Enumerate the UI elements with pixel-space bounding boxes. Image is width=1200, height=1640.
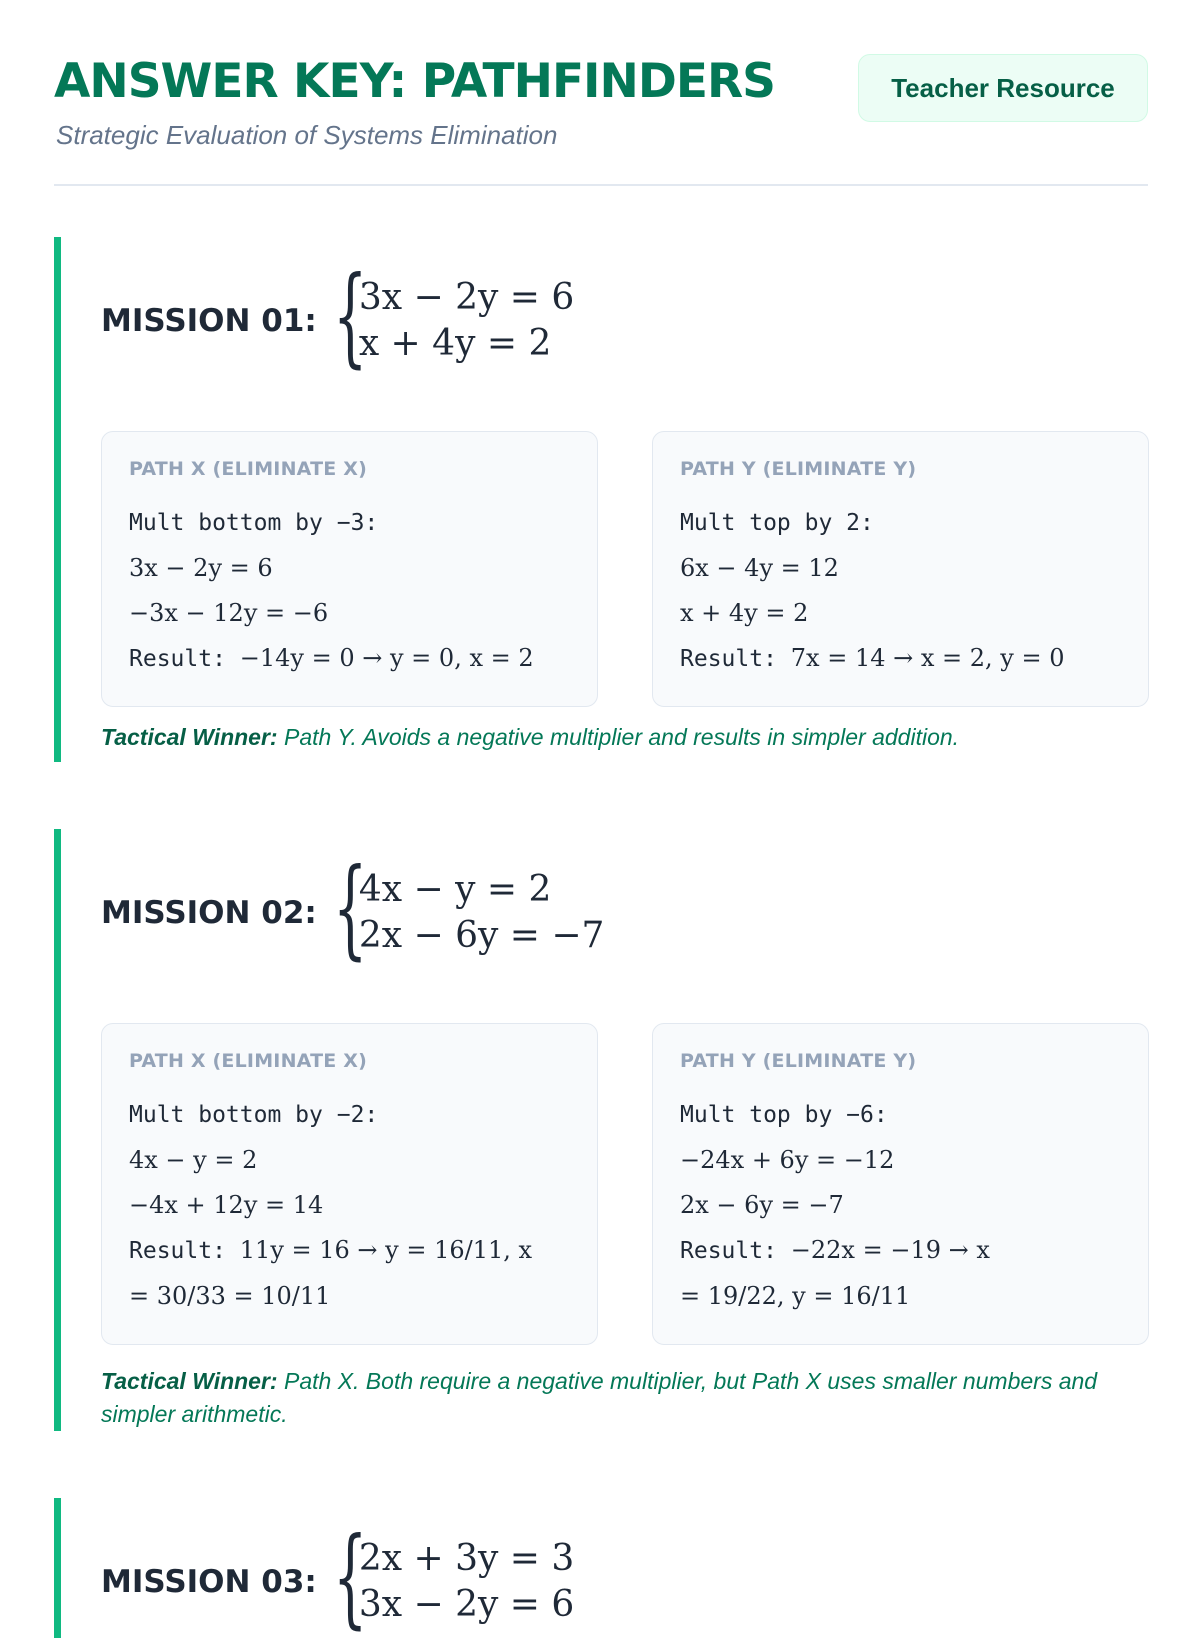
path-y-line-2: x + 4y = 2 [680,599,809,627]
path-y-title: PATH Y (ELIMINATE Y) [680,1050,917,1072]
equation-top: 3x − 2y = 6 [358,277,575,318]
equation-bottom: 2x − 6y = −7 [358,915,605,956]
mission-header [101,254,575,379]
result-label: Result: [129,646,240,672]
left-brace: { [332,1515,368,1640]
path-x-result-cont: = 30/33 = 10/11 [129,1282,331,1310]
equation-bottom: x + 4y = 2 [358,323,552,364]
mission-label: MISSION 01: [101,303,317,339]
result-value: −14y = 0 → y = 0, x = 2 [239,644,534,672]
equation-system [332,254,575,379]
mission-03 [54,1498,1148,1638]
step-multiplier: −6: [846,1102,888,1128]
path-y-result-cont: = 19/22, y = 16/11 [680,1282,911,1310]
result-label: Result: [129,1238,240,1264]
step-instruction: Mult bottom by [129,510,337,536]
path-x-result [129,636,571,682]
page-header [54,50,1148,186]
equation-bottom: 3x − 2y = 6 [358,1584,575,1625]
result-value: −22x = −19 → x [790,1236,990,1264]
mission-label: MISSION 03: [101,1564,317,1600]
path-x-line-1: 4x − y = 2 [129,1146,258,1174]
step-instruction: Mult top by [680,510,847,536]
step-instruction: Mult top by [680,1102,847,1128]
step-instruction: Mult bottom by [129,1102,337,1128]
result-value: 7x = 14 → x = 2, y = 0 [790,644,1065,672]
winner-label: Tactical Winner: [101,724,278,750]
equation-system [332,1515,575,1640]
page-subtitle: Strategic Evaluation of Systems Elimination [56,120,558,150]
equation-top: 2x + 3y = 3 [358,1538,575,1579]
path-x-title: PATH X (ELIMINATE X) [129,458,367,480]
mission-label: MISSION 02: [101,895,317,931]
teacher-resource-badge: Teacher Resource [858,54,1148,122]
step-multiplier: −3: [336,510,379,536]
path-x-line-2: −4x + 12y = 14 [129,1191,324,1219]
path-x-box [101,431,598,707]
tactical-winner [101,721,1121,754]
winner-text: Path Y. Avoids a negative multiplier and results in simpler addition. [277,724,960,750]
mission-01 [54,237,1148,762]
equation-system [332,846,605,971]
path-y-title: PATH Y (ELIMINATE Y) [680,458,917,480]
tactical-winner [101,1365,1121,1431]
path-x-title: PATH X (ELIMINATE X) [129,1050,367,1072]
equation-top: 4x − y = 2 [358,869,552,910]
path-x-line-2: −3x − 12y = −6 [129,599,329,627]
path-x-step [129,1092,571,1138]
path-y-box [652,1023,1149,1345]
path-y-result [680,1228,1122,1274]
result-label: Result: [680,1238,791,1264]
result-label: Result: [680,646,791,672]
path-y-line-2: 2x − 6y = −7 [680,1191,844,1219]
path-y-line-1: −24x + 6y = −12 [680,1146,895,1174]
mission-header [101,846,605,971]
path-y-line-1: 6x − 4y = 12 [680,554,839,582]
path-y-box [652,431,1149,707]
path-x-line-1: 3x − 2y = 6 [129,554,273,582]
step-multiplier: 2: [846,510,874,536]
path-x-box [101,1023,598,1345]
winner-label: Tactical Winner: [101,1368,278,1394]
winner-text: Path X. Both require a negative multiplier, but Path X uses smaller numbers and simpler arithmetic. [101,1368,1098,1427]
path-y-step [680,1092,1122,1138]
page-title: ANSWER KEY: PATHFINDERS [54,54,776,109]
step-multiplier: −2: [336,1102,379,1128]
path-y-result [680,636,1122,682]
result-value: 11y = 16 → y = 16/11, x [239,1236,533,1264]
mission-02 [54,829,1148,1431]
path-x-result [129,1228,571,1274]
left-brace: { [332,846,368,971]
path-y-step [680,500,1122,546]
mission-header [101,1515,575,1640]
left-brace: { [332,254,368,379]
path-x-step [129,500,571,546]
